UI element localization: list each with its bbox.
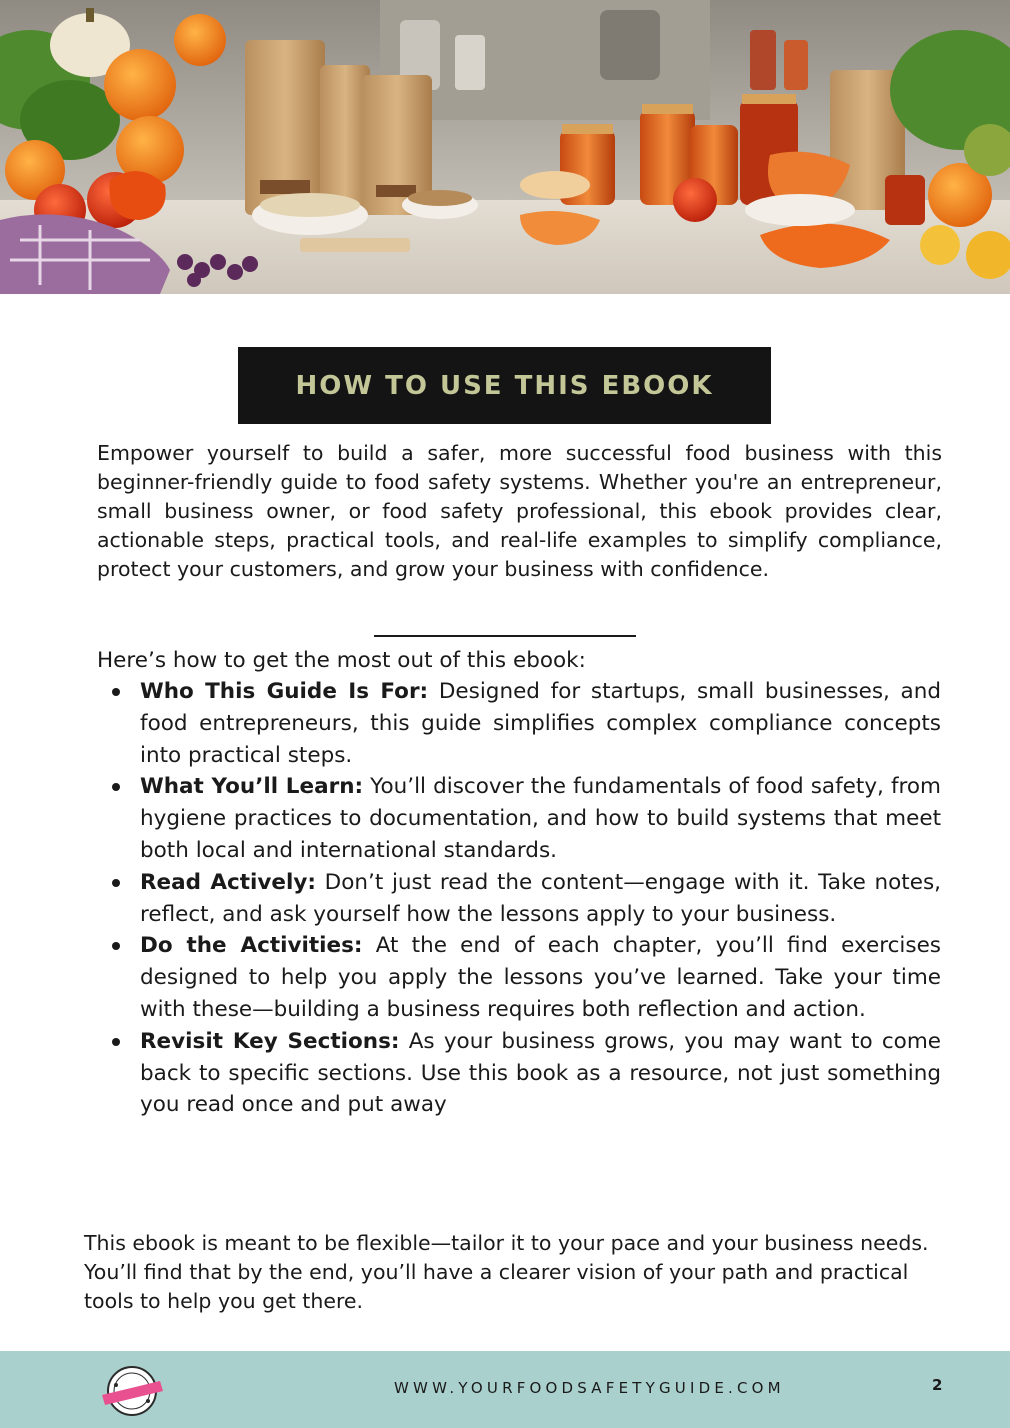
list-item-text: Designed for startups, small businesses, and food entrepreneurs, this guide simplifies complex compliance concepts into practical steps. xyxy=(140,679,942,768)
list-item-term: Revisit Key Sections: xyxy=(140,1028,400,1054)
list-item xyxy=(112,867,941,931)
bullet-icon xyxy=(112,942,120,950)
divider-line xyxy=(374,635,636,637)
tips-list xyxy=(112,676,941,1121)
bullet-icon xyxy=(112,1038,120,1046)
website-url: WWW.YOURFOODSAFETYGUIDE.COM xyxy=(394,1379,785,1397)
brand-logo-icon xyxy=(96,1363,168,1419)
closing-paragraph: This ebook is meant to be flexible—tailor it to your pace and your business needs. You’ll find that by the end, you’ll have a clearer vision of your path and practical tools to help you get there. xyxy=(84,1231,929,1313)
hero-kitchen-image xyxy=(0,0,1010,294)
list-item-term: What You’ll Learn: xyxy=(140,774,364,800)
list-lead-text: Here’s how to get the most out of this ebook: xyxy=(97,648,586,673)
list-item xyxy=(112,771,941,866)
footer-bar xyxy=(0,1351,1010,1428)
list-item-text: As your business grows, you may want to come back to specific sections. Use this book as a resource, not just something you read once and put away xyxy=(140,1028,941,1118)
list-item xyxy=(112,676,941,771)
list-item xyxy=(112,1026,941,1121)
list-item-text: At the end of each chapter, you’ll find exercises designed to help you apply the lessons you’ve learned. Take your time with these—building a business requires both reflection and action. xyxy=(140,933,941,1022)
bullet-icon xyxy=(112,783,120,791)
list-item-text: You’ll discover the fundamentals of food safety, from hygiene practices to documentation, and how to build systems that meet both local and international standards. xyxy=(140,774,941,863)
list-item-term: Do the Activities: xyxy=(140,933,363,959)
list-item-text: Don’t just read the content—engage with it. Take notes, reflect, and ask yourself how the lessons apply to your business. xyxy=(140,869,941,927)
bullet-icon xyxy=(112,879,120,887)
page-title: HOW TO USE THIS EBOOK xyxy=(295,370,714,401)
bullet-icon xyxy=(112,688,120,696)
list-item-term: Who This Guide Is For: xyxy=(140,679,429,704)
page-number: 2 xyxy=(932,1376,943,1394)
list-item-term: Read Actively: xyxy=(140,869,316,895)
list-item xyxy=(112,930,941,1025)
title-banner xyxy=(238,347,771,424)
intro-paragraph: Empower yourself to build a safer, more successful food business with this beginner-friendly guide to food safety systems. Whether you're an entrepreneur, small business owner, or food safety professional, this ebook provides clear, actionable steps, practical tools, and real-life examples to simplify compliance, protect your customers, and grow your business with confidence. xyxy=(97,441,942,581)
